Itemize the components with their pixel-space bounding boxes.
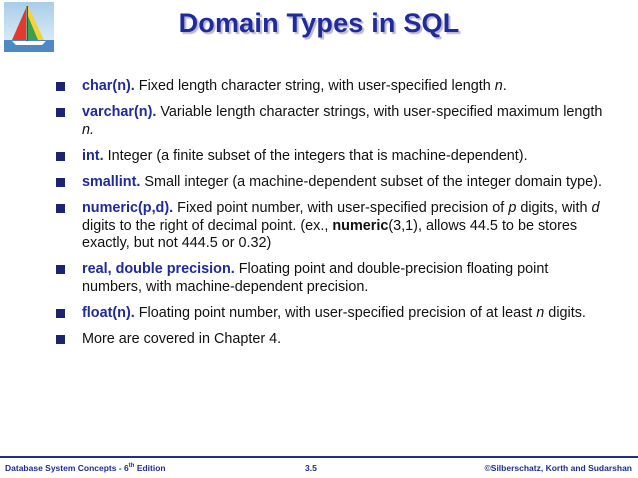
square-bullet-icon: [56, 178, 65, 187]
square-bullet-icon: [56, 152, 65, 161]
footer-divider: [0, 456, 638, 458]
bullet-keyword: float(n).: [82, 304, 135, 321]
bullet-item: [56, 200, 606, 252]
footer-book-edition: Database System Concepts - 6th Edition: [5, 463, 166, 473]
bullet-italic-text: n: [536, 304, 545, 321]
bullet-item: [56, 174, 606, 191]
square-bullet-icon: [56, 108, 65, 117]
square-bullet-icon: [56, 82, 65, 91]
bullet-text: digits to the right of decimal point. (ex.,: [82, 217, 333, 234]
bullet-text: (3,1), allows 44.5 to be stores exactly, but not 444.5 or 0.32): [82, 217, 578, 252]
square-bullet-icon: [56, 309, 65, 318]
bullet-text: digits.: [544, 304, 586, 321]
bullet-text: Variable length character strings, with user-specified maximum length: [156, 104, 603, 121]
bullet-text: Fixed point number, with user-specified precision of: [173, 200, 509, 217]
square-bullet-icon: [56, 204, 65, 213]
bullet-italic-text: n.: [82, 121, 95, 138]
bullet-keyword: real, double precision.: [82, 261, 235, 278]
bullet-item: [56, 104, 606, 139]
bullet-text: digits, with: [516, 200, 592, 217]
square-bullet-icon: [56, 265, 65, 274]
slide-title: Domain Types in SQL: [178, 8, 460, 38]
bullet-text: More are covered in Chapter 4.: [82, 331, 282, 348]
bullet-item: [56, 305, 606, 322]
bullet-text: Integer (a finite subset of the integers that is machine-dependent).: [103, 147, 528, 164]
footer-copyright: ©Silberschatz, Korth and Sudarshan: [484, 463, 632, 473]
bullet-item: [56, 261, 606, 296]
bullet-text: .: [502, 78, 507, 94]
bullet-italic-text: p: [508, 200, 517, 217]
bullet-text: Floating point number, with user-specified precision of at least: [134, 304, 537, 321]
bullet-bold-text: numeric: [332, 217, 389, 234]
bullet-text: Small integer (a machine-dependent subset of the integer domain type).: [140, 174, 602, 191]
bullet-italic-text: d: [591, 200, 600, 217]
bullet-keyword: char(n).: [82, 78, 135, 94]
bullet-italic-text: n: [494, 78, 503, 94]
square-bullet-icon: [56, 335, 65, 344]
bullet-item: [56, 78, 606, 95]
bullet-text: Floating point and double-precision floating point numbers, with machine-dependent precision.: [82, 261, 549, 295]
bullet-keyword: varchar(n).: [82, 104, 157, 121]
bullet-item: [56, 148, 606, 165]
footer-page-number: 3.5: [305, 463, 317, 473]
bullet-list: [56, 78, 606, 358]
bullet-item: [56, 331, 606, 348]
bullet-keyword: numeric(p,d).: [82, 200, 174, 217]
bullet-keyword: smallint.: [82, 174, 141, 191]
bullet-keyword: int.: [82, 147, 104, 164]
bullet-text: Fixed length character string, with user-specified length: [134, 78, 495, 94]
